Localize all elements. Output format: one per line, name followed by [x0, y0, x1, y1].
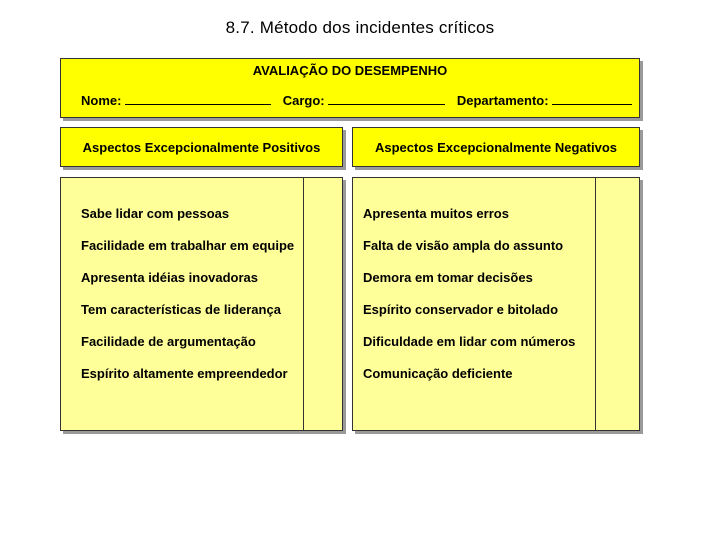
list-item: Sabe lidar com pessoas: [81, 206, 230, 221]
list-item: Espírito altamente empreendedor: [81, 366, 288, 381]
positive-heading-box: [60, 127, 343, 167]
negative-heading: Aspectos Excepcionalmente Negativos: [374, 139, 618, 155]
list-item: Tem características de liderança: [81, 302, 281, 317]
positive-heading: Aspectos Excepcionalmente Positivos: [82, 139, 321, 155]
name-field[interactable]: [81, 93, 271, 108]
cargo-field[interactable]: [283, 93, 446, 108]
negative-list-box: [352, 177, 640, 431]
negative-list: [363, 207, 575, 399]
form-fields-row: [81, 93, 640, 108]
list-item: Comunicação deficiente: [363, 366, 513, 381]
department-blank-line: [552, 93, 632, 105]
negative-heading-box: [352, 127, 640, 167]
column-divider: [595, 178, 596, 430]
form-title: AVALIAÇÃO DO DESEMPENHO: [252, 63, 448, 78]
department-label: Departamento:: [456, 93, 549, 108]
list-item: Falta de visão ampla do assunto: [363, 238, 564, 253]
column-divider: [303, 178, 304, 430]
list-item: Apresenta idéias inovadoras: [81, 270, 259, 285]
list-item: Demora em tomar decisões: [363, 270, 533, 285]
name-label: Nome:: [81, 93, 122, 108]
list-item: Dificuldade em lidar com números: [363, 334, 576, 349]
positive-list: [81, 207, 294, 399]
department-field[interactable]: [457, 93, 632, 108]
list-item: Espírito conservador e bitolado: [363, 302, 559, 317]
cargo-blank-line: [328, 93, 445, 105]
name-blank-line: [125, 93, 271, 105]
list-item: Apresenta muitos erros: [363, 206, 509, 221]
positive-list-box: [60, 177, 343, 431]
cargo-label: Cargo:: [282, 93, 325, 108]
list-item: Facilidade de argumentação: [81, 334, 256, 349]
evaluation-header-box: [60, 58, 640, 118]
list-item: Facilidade em trabalhar em equipe: [81, 238, 295, 253]
page-title: 8.7. Método dos incidentes críticos: [225, 18, 495, 37]
